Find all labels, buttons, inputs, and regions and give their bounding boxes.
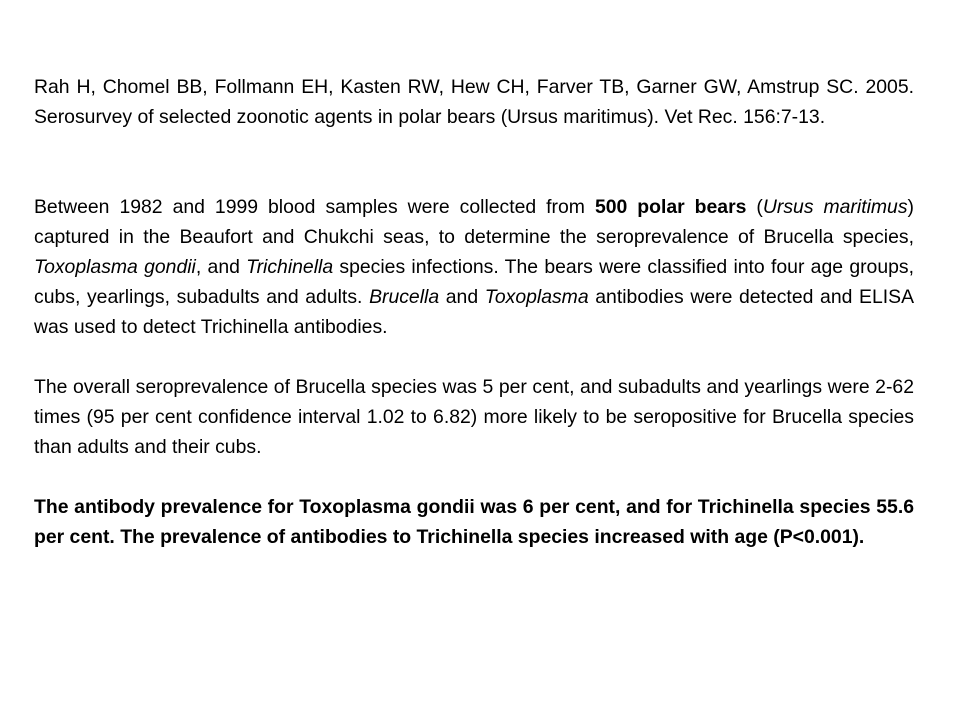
toxoplasma-trichinella-results-text: The antibody prevalence for Toxoplasma gondii was 6 per cent, and for Trichinella species 55.6 per cent. The prevalence of antibodies to Trichinella species increased with age (P<0.001). [34,496,914,548]
sample-size-emphasis: 500 polar bears [594,196,747,218]
toxoplasma-trichinella-results-paragraph [34,492,914,552]
brucella-results-text: The overall seroprevalence of Brucella species was 5 per cent, and subadults and yearlings were 2-62 times (95 per cent confidence interval 1.02 to 6.82) more likely to be seropositive for Brucella species than adults and their cubs. [34,376,914,458]
methods-text-6: and [439,286,485,308]
species-name-toxoplasma: Toxoplasma gondii [34,256,196,278]
slide-content [34,72,914,552]
methods-text-5: species infections. The bears were classified into four age groups, cubs, yearlings, subadults and adults. [34,256,914,308]
citation-text: Rah H, Chomel BB, Follmann EH, Kasten RW, Hew CH, Farver TB, Garner GW, Amstrup SC. 2005. Serosurvey of selected zoonotic agents in polar bears (Ursus maritimus). Vet Rec. 156:7-13. [34,76,914,128]
brucella-results-paragraph [34,372,914,462]
methods-text-3: ) captured in the Beaufort and Chukchi seas, to determine the seroprevalence of Brucella species, [34,196,914,248]
genus-name-toxoplasma: Toxoplasma [484,286,589,308]
methods-text-1: Between 1982 and 1999 blood samples were collected from [34,196,595,218]
genus-name-brucella: Brucella [369,286,440,308]
methods-text-7: antibodies were detected and ELISA was used to detect Trichinella antibodies. [34,286,914,338]
methods-text-2: ( [746,196,763,218]
citation-paragraph [34,72,914,132]
species-name-trichinella: Trichinella [246,256,334,278]
species-name-ursus: Ursus maritimus [762,196,908,218]
methods-text-4: , and [195,256,247,278]
methods-paragraph [34,192,914,342]
